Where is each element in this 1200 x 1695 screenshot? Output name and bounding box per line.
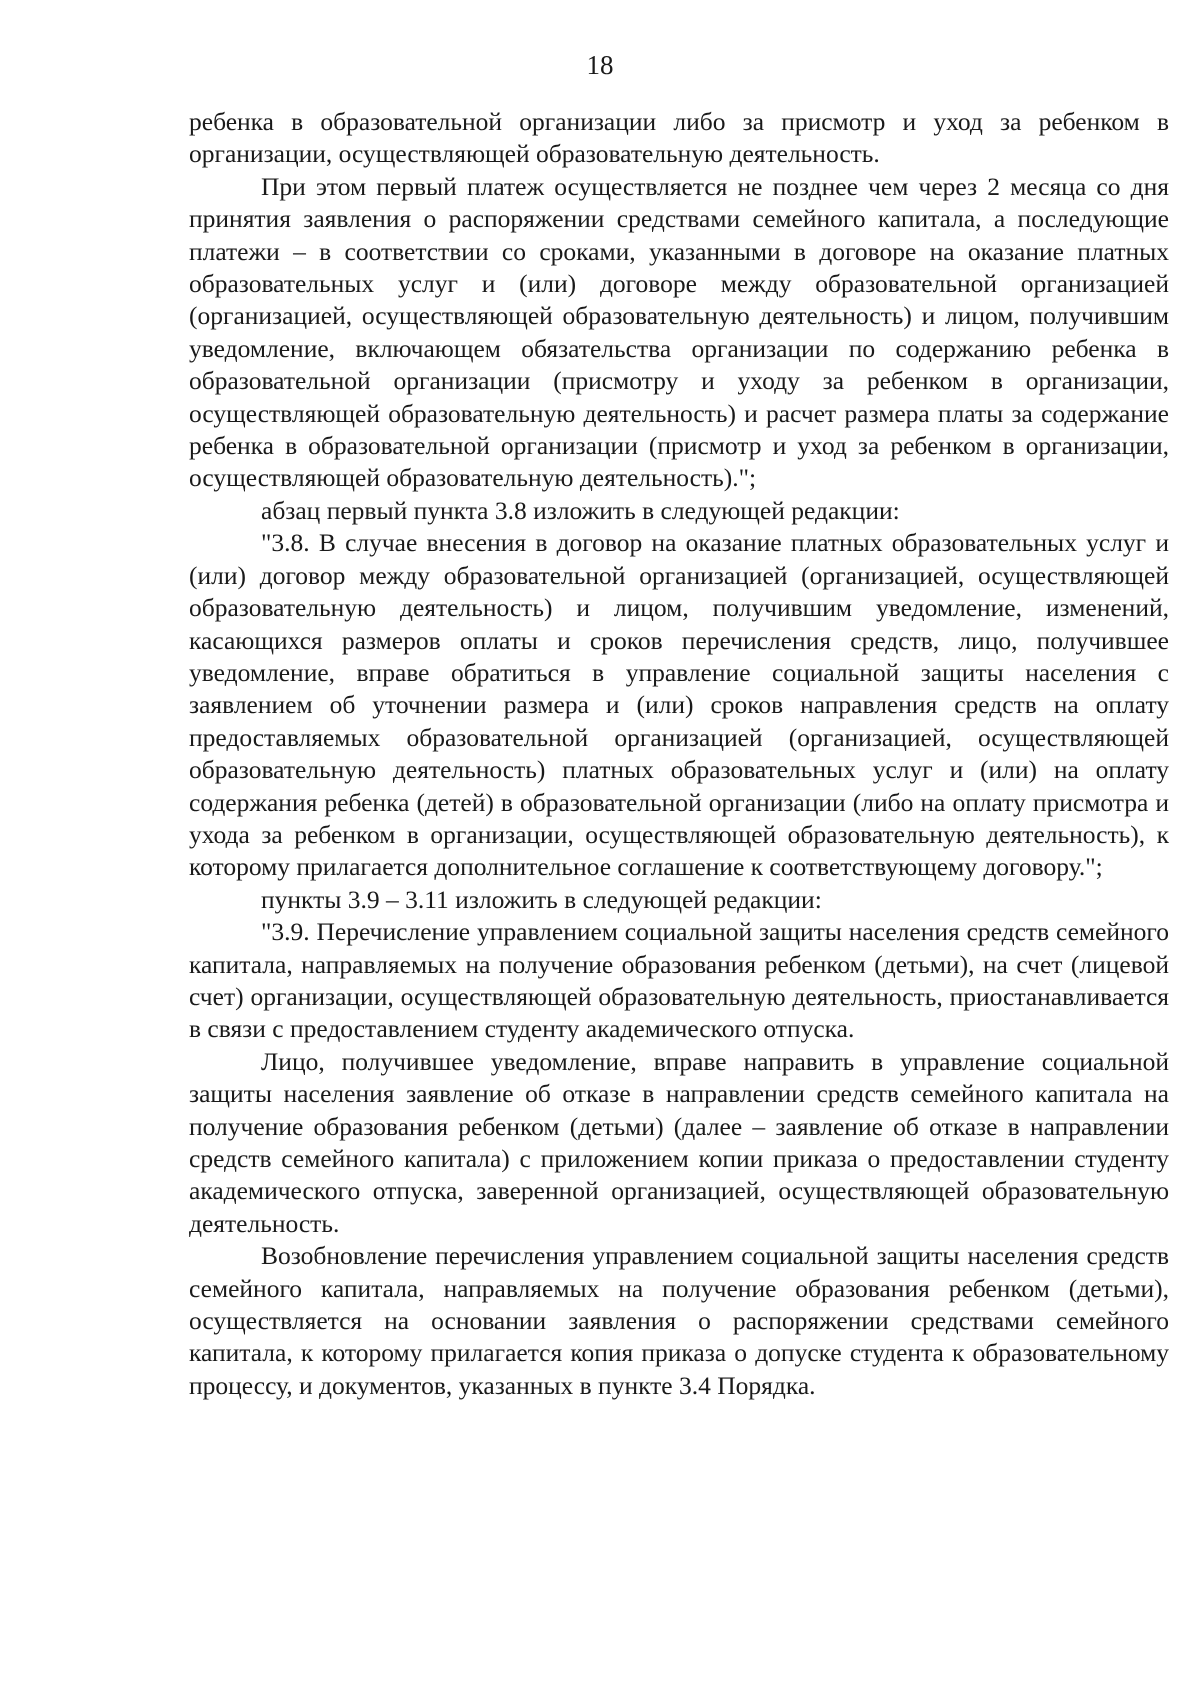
paragraph: "3.8. В случае внесения в договор на оказание платных образовательных услуг и (или) договор между образовательной организацией (организацией, осуществляющей образовательную деятельность) и лицом, получившим уведомление, изменений, касающихся размеров оплаты и сроков перечисления средств, лицо, получившее уведомление, вправе обратиться в управление социальной защиты населения с заявлением об уточнении размера и (или) сроков направления средств на оплату предоставляемых образовательной организацией (организацией, осуществляющей образовательную деятельность) платных образовательных услуг и (или) на оплату содержания ребенка (детей) в образовательной организации (либо на оплату присмотра и ухода за ребенком в организации, осуществляющей образовательную деятельность), к которому прилагается дополнительное соглашение к соответствующему договору."; bbox=[189, 528, 1169, 882]
paragraph: Возобновление перечисления управлением социальной защиты населения средств семейного капитала, направляемых на получение образования ребенком (детьми), осуществляется на основании заявления о распоряжении средствами семейного капитала, к которому прилагается копия приказа о допуске студента к образовательному процессу, и документов, указанных в пункте 3.4 Порядка. bbox=[189, 1241, 1169, 1400]
paragraph: абзац первый пункта 3.8 изложить в следующей редакции: bbox=[261, 495, 900, 525]
paragraph: "3.9. Перечисление управлением социальной защиты населения средств семейного капитала, направляемых на получение образования ребенком (детьми), на счет (лицевой счет) организации, осуществляющей образовательную деятельность, приостанавливается в связи с предоставлением студенту академического отпуска. bbox=[189, 917, 1169, 1044]
paragraph: При этом первый платеж осуществляется не позднее чем через 2 месяца со дня принятия заявления о распоряжении средствами семейного капитала, а последующие платежи – в соответствии со сроками, указанными в договоре на оказание платных образовательных услуг и (или) договоре между образовательной организацией (организацией, осуществляющей образовательную деятельность) и лицом, получившим уведомление, включающем обязательства организации по содержанию ребенка в образовательной организации (присмотру и уходу за ребенком в организации, осуществляющей образовательную деятельность) и расчет размера платы за содержание ребенка в образовательной организации (присмотр и уход за ребенком в организации, осуществляющей образовательную деятельность)."; bbox=[189, 171, 1169, 493]
paragraph: Лицо, получившее уведомление, вправе направить в управление социальной защиты населения заявление об отказе в направлении средств семейного капитала на получение образования ребенком (детьми) (далее – заявление об отказе в направлении средств семейного капитала) с приложением копии приказа о предоставлении студенту академического отпуска, заверенной организацией, осуществляющей образовательную деятельность. bbox=[189, 1046, 1169, 1238]
paragraph: ребенка в образовательной организации либо за присмотр и уход за ребенком в организации, осуществляющей образовательную деятельность. bbox=[189, 107, 1169, 169]
document-body bbox=[189, 106, 1169, 1402]
page-number: 18 bbox=[586, 50, 614, 80]
paragraph: пункты 3.9 – 3.11 изложить в следующей редакции: bbox=[261, 884, 822, 914]
